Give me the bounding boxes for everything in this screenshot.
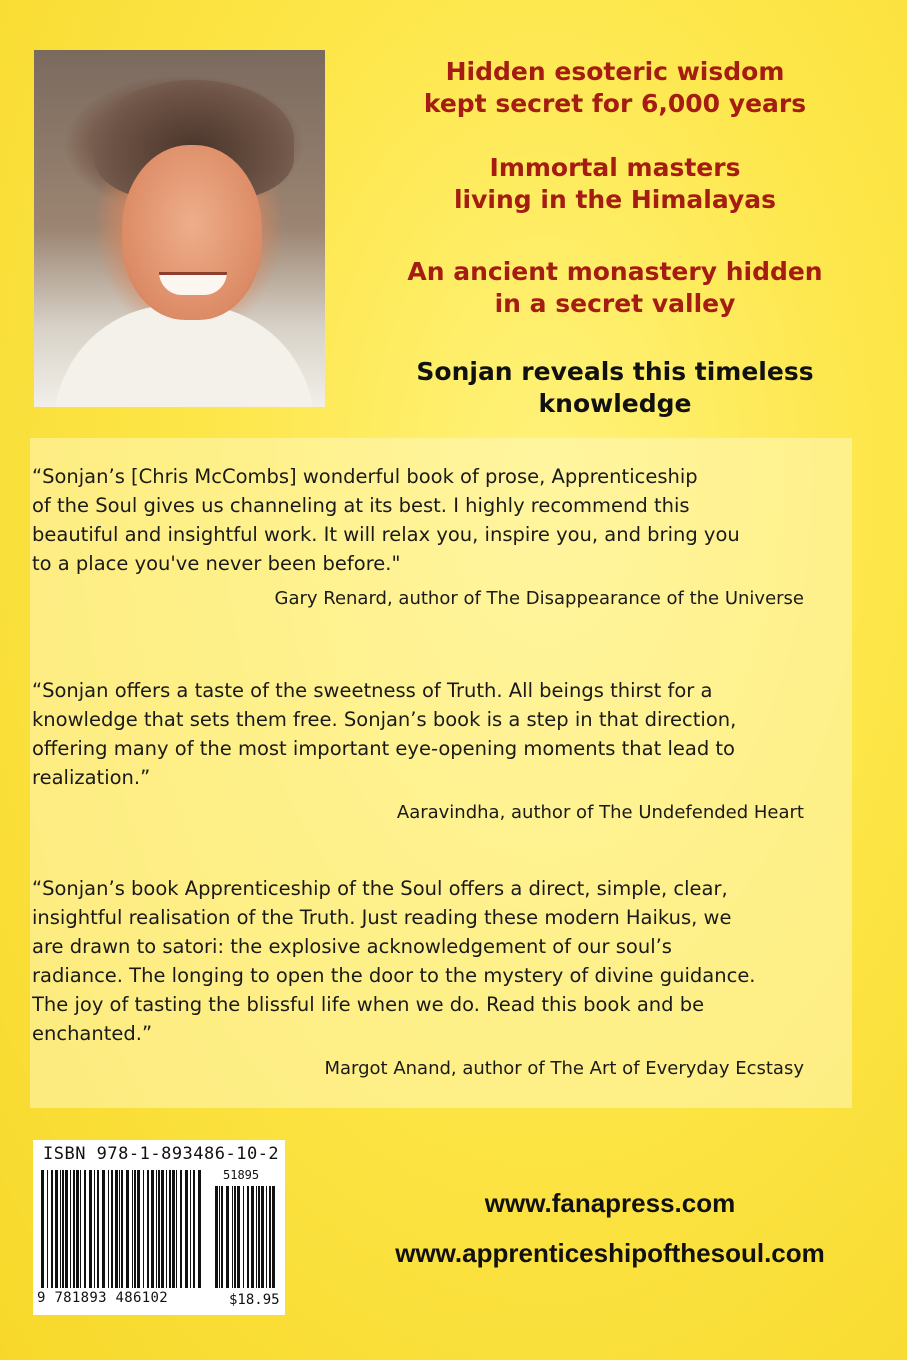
ean-digits: 9 781893 486102	[37, 1290, 168, 1306]
barcode-bar	[269, 1186, 271, 1288]
testimonial-line: are drawn to satori: the explosive acknowledgement of our soul’s	[32, 935, 672, 958]
website-link-apprenticeship[interactable]: www.apprenticeshipofthesoul.com	[395, 1238, 825, 1268]
price: $18.95	[229, 1292, 280, 1308]
barcode-bar	[215, 1186, 218, 1288]
testimonial-line: beautiful and insightful work. It will relax you, inspire you, and bring you	[32, 523, 740, 546]
testimonial-line: insightful realisation of the Truth. Just reading these modern Haikus, we	[32, 906, 732, 929]
barcode-bar	[80, 1170, 81, 1288]
barcode-bar	[60, 1170, 61, 1288]
headline-2-line-2: living in the Himalayas	[453, 185, 776, 214]
addon-barcode-bars	[215, 1186, 277, 1288]
barcode-bar	[261, 1186, 264, 1288]
barcode-bar	[190, 1170, 191, 1288]
testimonial-line: to a place you've never been before."	[32, 552, 401, 575]
testimonial-3-attribution	[32, 1056, 804, 1082]
barcode-bar	[121, 1170, 123, 1288]
headline-3-line-2: in a secret valley	[494, 289, 736, 318]
headline-1-line-2: kept secret for 6,000 years	[423, 89, 807, 118]
testimonial-1-text	[32, 462, 824, 578]
tagline-line-1: Sonjan reveals this timeless	[416, 357, 814, 386]
barcode-bar	[94, 1170, 95, 1288]
barcode-bar	[266, 1186, 267, 1288]
barcode-bar	[65, 1170, 68, 1288]
testimonial-line: offering many of the most important eye-opening moments that lead to	[32, 737, 735, 760]
author-of-text: , author of	[386, 588, 487, 609]
barcode-bar	[158, 1170, 160, 1288]
headline-3-line-1: An ancient monastery hidden	[407, 257, 823, 286]
isbn-barcode	[33, 1140, 285, 1315]
barcode-bar	[193, 1170, 195, 1288]
testimonial-line: realization.”	[32, 766, 151, 789]
testimonial-1	[32, 462, 824, 612]
barcode-bar	[185, 1170, 188, 1288]
barcode-bar	[111, 1170, 113, 1288]
barcode-bar	[172, 1170, 175, 1288]
testimonial-line: “Sonjan’s [Chris McCombs] wonderful book of prose, Apprenticeship	[32, 465, 698, 488]
barcode-bar	[41, 1170, 44, 1288]
barcode-bar	[243, 1186, 244, 1288]
testimonial-book-title: The Art of Everyday Ecstasy	[550, 1058, 804, 1079]
author-shirt	[54, 305, 314, 407]
barcode-bar	[47, 1170, 48, 1288]
testimonial-line: The joy of tasting the blissful life when we do. Read this book and be	[32, 993, 705, 1016]
barcode-bar	[169, 1170, 171, 1288]
headline-1	[335, 56, 895, 120]
barcode-bar	[62, 1170, 64, 1288]
barcode-bar	[176, 1170, 177, 1288]
headline-3	[335, 256, 895, 320]
barcode-bar	[234, 1186, 236, 1288]
author-photo	[34, 50, 325, 407]
barcode-bar	[97, 1170, 99, 1288]
barcode-bar	[166, 1170, 167, 1288]
barcode-bar	[180, 1170, 182, 1288]
barcode-bar	[258, 1186, 260, 1288]
barcode-bar	[219, 1186, 220, 1288]
testimonial-line: of the Soul gives us channeling at its best. I highly recommend this	[32, 494, 690, 517]
headline-2-line-1: Immortal masters	[489, 153, 741, 182]
barcode-bar	[237, 1186, 240, 1288]
barcode-bar	[221, 1186, 223, 1288]
testimonial-1-attribution	[32, 586, 804, 612]
barcode-bar	[55, 1170, 58, 1288]
barcode-bar	[147, 1170, 149, 1288]
barcode-bar	[108, 1170, 109, 1288]
ean-barcode-bars	[41, 1170, 201, 1288]
barcode-bar	[151, 1170, 154, 1288]
testimonial-author: Gary Renard	[274, 588, 387, 609]
testimonial-2-attribution	[32, 800, 804, 826]
barcode-bar	[70, 1170, 71, 1288]
testimonial-3-text	[32, 874, 824, 1048]
barcode-bar	[119, 1170, 120, 1288]
barcode-bar	[143, 1170, 144, 1288]
barcode-bar	[76, 1170, 79, 1288]
barcode-bar	[198, 1170, 201, 1288]
testimonial-line: enchanted.”	[32, 1022, 153, 1045]
barcode-bar	[137, 1170, 140, 1288]
tagline-line-2: knowledge	[538, 389, 692, 418]
barcode-bar	[156, 1170, 157, 1288]
barcode-bar	[51, 1170, 53, 1288]
barcode-bar	[226, 1186, 229, 1288]
barcode-bar	[89, 1170, 92, 1288]
testimonial-book-title: The Disappearance of the Universe	[486, 588, 804, 609]
barcode-bar	[115, 1170, 118, 1288]
barcode-bar	[84, 1170, 86, 1288]
testimonial-author: Margot Anand	[324, 1058, 451, 1079]
barcode-bar	[102, 1170, 105, 1288]
barcode-bar	[161, 1170, 164, 1288]
isbn-number: ISBN 978-1-893486-10-2	[43, 1144, 280, 1164]
barcode-bar	[272, 1186, 275, 1288]
barcode-bar	[251, 1186, 254, 1288]
author-of-text: , author of	[450, 1058, 551, 1079]
testimonial-2	[32, 676, 824, 826]
barcode-bar	[134, 1170, 136, 1288]
testimonial-line: radiance. The longing to open the door to the mystery of divine guidance.	[32, 964, 756, 987]
headline-2	[335, 152, 895, 216]
barcode-bar	[247, 1186, 249, 1288]
headline-1-line-1: Hidden esoteric wisdom	[445, 57, 785, 86]
tagline	[335, 356, 895, 420]
website-link-fanapress[interactable]: www.fanapress.com	[484, 1188, 736, 1218]
testimonial-line: “Sonjan offers a taste of the sweetness of Truth. All beings thirst for a	[32, 679, 713, 702]
addon-code: 51895	[223, 1168, 260, 1182]
testimonial-2-text	[32, 676, 824, 792]
barcode-bar	[256, 1186, 257, 1288]
barcode-bar	[132, 1170, 133, 1288]
author-of-text: , author of	[499, 802, 600, 823]
testimonial-line: “Sonjan’s book Apprenticeship of the Soul offers a direct, simple, clear,	[32, 877, 728, 900]
barcode-bar	[126, 1170, 129, 1288]
testimonial-author: Aaravindha	[396, 802, 500, 823]
barcode-bar	[73, 1170, 75, 1288]
testimonial-book-title: The Undefended Heart	[599, 802, 804, 823]
testimonial-line: knowledge that sets them free. Sonjan’s book is a step in that direction,	[32, 708, 737, 731]
testimonial-3	[32, 874, 824, 1082]
barcode-bar	[232, 1186, 233, 1288]
